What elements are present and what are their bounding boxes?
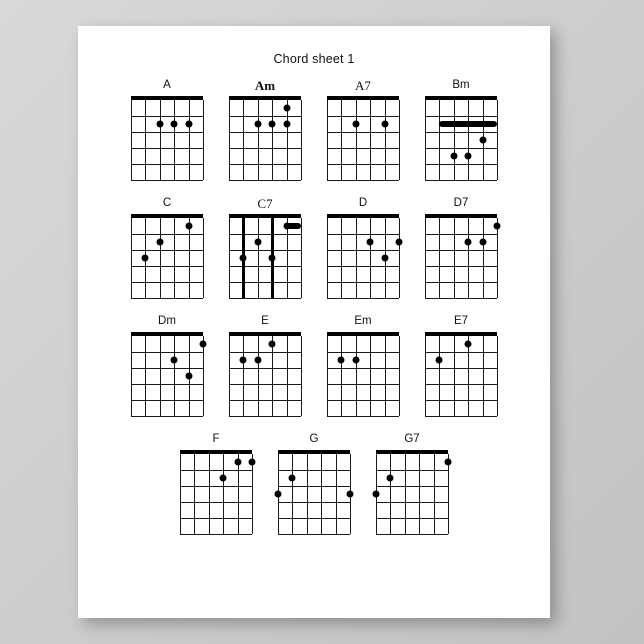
- fret-line: [131, 416, 203, 417]
- finger-dot: [249, 459, 256, 466]
- string-line: [258, 336, 259, 416]
- string-line: [434, 454, 435, 534]
- fretboard: [131, 336, 203, 416]
- finger-dot: [275, 491, 282, 498]
- fret-line: [425, 132, 497, 133]
- fret-line: [131, 132, 203, 133]
- fret-line: [327, 416, 399, 417]
- finger-dot: [479, 239, 486, 246]
- fret-line: [131, 266, 203, 267]
- fret-line: [376, 534, 448, 535]
- fret-line: [327, 234, 399, 235]
- fret-line: [278, 470, 350, 471]
- chord-name: D7: [453, 197, 469, 209]
- fret-line: [327, 266, 399, 267]
- fret-line: [229, 180, 301, 181]
- fret-line: [425, 250, 497, 251]
- finger-dot: [465, 239, 472, 246]
- string-line: [336, 454, 337, 534]
- fret-line: [229, 148, 301, 149]
- chord-card: [412, 314, 510, 416]
- finger-dot: [450, 153, 457, 160]
- fret-line: [425, 180, 497, 181]
- fret-line: [229, 266, 301, 267]
- string-line: [439, 218, 440, 298]
- fretboard: [180, 454, 252, 534]
- chord-card: [412, 196, 510, 298]
- string-line: [425, 218, 426, 298]
- fret-line: [425, 400, 497, 401]
- finger-dot: [283, 121, 290, 128]
- fret-line: [229, 282, 301, 283]
- chord-name: A7: [355, 78, 371, 93]
- chord-name: A: [163, 79, 171, 91]
- string-line: [439, 100, 440, 180]
- string-line: [425, 336, 426, 416]
- string-line: [356, 336, 357, 416]
- string-line: [160, 218, 161, 298]
- finger-dot: [283, 223, 290, 230]
- chord-grid: [118, 78, 510, 550]
- chord-card: [216, 78, 314, 180]
- chord-diagram: [229, 332, 301, 416]
- fret-line: [425, 368, 497, 369]
- finger-dot: [254, 121, 261, 128]
- finger-dot: [269, 255, 276, 262]
- string-line: [272, 336, 273, 416]
- string-line: [258, 100, 259, 180]
- fret-line: [425, 298, 497, 299]
- fret-line: [376, 486, 448, 487]
- page-title: Chord sheet 1: [273, 52, 355, 66]
- string-line: [307, 454, 308, 534]
- finger-dot: [338, 357, 345, 364]
- chord-row: [118, 78, 510, 180]
- finger-dot: [269, 121, 276, 128]
- fretboard: [425, 336, 497, 416]
- string-line: [327, 218, 328, 298]
- fret-line: [278, 534, 350, 535]
- finger-dot: [156, 121, 163, 128]
- finger-dot: [200, 341, 207, 348]
- chord-diagram: [229, 214, 301, 298]
- finger-dot: [396, 239, 403, 246]
- chord-name: Bm: [452, 79, 470, 91]
- fretboard: [131, 218, 203, 298]
- fret-line: [131, 234, 203, 235]
- fret-line: [180, 470, 252, 471]
- string-line: [292, 454, 293, 534]
- string-line: [483, 336, 484, 416]
- fretboard: [229, 336, 301, 416]
- fret-line: [425, 282, 497, 283]
- fret-line: [278, 502, 350, 503]
- fret-line: [180, 518, 252, 519]
- string-line: [419, 454, 420, 534]
- fret-line: [278, 486, 350, 487]
- fret-line: [278, 518, 350, 519]
- chord-name: D: [358, 197, 368, 209]
- string-line: [203, 218, 204, 298]
- string-line: [341, 100, 342, 180]
- string-line: [160, 336, 161, 416]
- finger-dot: [185, 373, 192, 380]
- finger-dot: [156, 239, 163, 246]
- finger-dot: [254, 239, 261, 246]
- fret-line: [327, 400, 399, 401]
- chord-sheet-poster: [78, 26, 550, 618]
- fretboard: [327, 100, 399, 180]
- fretboard: [376, 454, 448, 534]
- finger-dot: [352, 357, 359, 364]
- fretboard: [229, 218, 301, 298]
- fret-line: [131, 250, 203, 251]
- fret-line: [131, 400, 203, 401]
- string-line: [399, 100, 400, 180]
- chord-diagram: [131, 96, 203, 180]
- fret-line: [229, 368, 301, 369]
- chord-diagram: [327, 96, 399, 180]
- fret-line: [180, 534, 252, 535]
- string-line: [194, 454, 195, 534]
- fret-line: [425, 352, 497, 353]
- fretboard: [327, 218, 399, 298]
- fret-line: [425, 234, 497, 235]
- chord-name: Am: [254, 78, 276, 93]
- string-line: [321, 454, 322, 534]
- finger-dot: [142, 255, 149, 262]
- fret-line: [376, 502, 448, 503]
- string-line: [468, 100, 469, 180]
- fret-line: [327, 180, 399, 181]
- fret-line: [327, 132, 399, 133]
- fret-line: [425, 116, 497, 117]
- chord-row: [118, 432, 510, 534]
- string-line: [468, 336, 469, 416]
- fret-line: [229, 298, 301, 299]
- fret-line: [229, 116, 301, 117]
- chord-diagram: [229, 96, 301, 180]
- string-line: [131, 100, 132, 180]
- chord-card: [216, 314, 314, 416]
- chord-diagram: [425, 332, 497, 416]
- fret-line: [131, 148, 203, 149]
- fretboard: [131, 100, 203, 180]
- string-line: [209, 454, 210, 534]
- string-line: [203, 100, 204, 180]
- finger-dot: [185, 121, 192, 128]
- chord-diagram: [131, 332, 203, 416]
- chord-name: G7: [404, 433, 420, 445]
- chord-card: [412, 78, 510, 180]
- fret-line: [425, 266, 497, 267]
- string-line: [399, 336, 400, 416]
- string-line: [301, 218, 302, 298]
- chord-name: E7: [453, 315, 469, 327]
- string-line: [258, 218, 259, 298]
- chord-card: [167, 432, 265, 534]
- chord-card: [118, 78, 216, 180]
- string-line: [370, 336, 371, 416]
- finger-dot: [240, 357, 247, 364]
- string-line: [229, 336, 230, 416]
- finger-dot: [381, 255, 388, 262]
- chord-name: C: [162, 197, 172, 209]
- finger-dot: [171, 121, 178, 128]
- string-line: [448, 454, 449, 534]
- string-line: [238, 454, 239, 534]
- finger-dot: [283, 105, 290, 112]
- chord-diagram: [425, 214, 497, 298]
- string-line: [223, 454, 224, 534]
- finger-dot: [220, 475, 227, 482]
- fret-line: [327, 368, 399, 369]
- fretboard: [327, 336, 399, 416]
- fret-line: [327, 282, 399, 283]
- fret-line: [229, 352, 301, 353]
- fret-line: [131, 180, 203, 181]
- string-line: [252, 454, 253, 534]
- fret-line: [229, 234, 301, 235]
- fret-line: [327, 164, 399, 165]
- fret-line: [376, 518, 448, 519]
- fret-line: [327, 116, 399, 117]
- finger-dot: [234, 459, 241, 466]
- string-line: [287, 100, 288, 180]
- fret-line: [229, 164, 301, 165]
- finger-dot: [171, 357, 178, 364]
- finger-dot: [465, 153, 472, 160]
- string-line: [390, 454, 391, 534]
- chord-card: [118, 196, 216, 298]
- string-line: [174, 336, 175, 416]
- chord-name: E: [261, 315, 269, 327]
- finger-dot: [436, 357, 443, 364]
- string-line: [497, 336, 498, 416]
- string-line: [145, 100, 146, 180]
- string-line: [174, 100, 175, 180]
- chord-card: [118, 314, 216, 416]
- fret-line: [131, 384, 203, 385]
- chord-diagram: [327, 332, 399, 416]
- finger-dot: [381, 121, 388, 128]
- chord-diagram: [278, 450, 350, 534]
- finger-dot: [254, 357, 261, 364]
- string-line: [243, 336, 244, 416]
- chord-row: [118, 314, 510, 416]
- fretboard: [278, 454, 350, 534]
- string-line: [189, 218, 190, 298]
- chord-diagram: [425, 96, 497, 180]
- fret-line: [229, 384, 301, 385]
- string-line: [405, 454, 406, 534]
- fretboard: [425, 218, 497, 298]
- string-line: [203, 336, 204, 416]
- finger-dot: [479, 137, 486, 144]
- string-line: [356, 218, 357, 298]
- chord-row: [118, 196, 510, 298]
- fret-line: [425, 164, 497, 165]
- fret-line: [327, 148, 399, 149]
- fret-line: [327, 352, 399, 353]
- chord-name: G: [309, 433, 319, 445]
- fret-line: [425, 416, 497, 417]
- finger-dot: [445, 459, 452, 466]
- fret-line: [131, 368, 203, 369]
- finger-dot: [352, 121, 359, 128]
- fret-line: [131, 116, 203, 117]
- finger-dot: [347, 491, 354, 498]
- string-line: [131, 218, 132, 298]
- fret-line: [425, 148, 497, 149]
- string-line: [370, 218, 371, 298]
- string-line: [160, 100, 161, 180]
- chord-card: [265, 432, 363, 534]
- string-line: [439, 336, 440, 416]
- finger-dot: [465, 341, 472, 348]
- fret-line: [229, 250, 301, 251]
- fret-line: [180, 502, 252, 503]
- fret-line: [229, 416, 301, 417]
- fret-line: [229, 400, 301, 401]
- string-line: [341, 218, 342, 298]
- finger-dot: [240, 255, 247, 262]
- string-line: [287, 336, 288, 416]
- string-line: [341, 336, 342, 416]
- fret-line: [327, 298, 399, 299]
- string-line: [497, 218, 498, 298]
- chord-name: F: [212, 433, 220, 445]
- finger-dot: [185, 223, 192, 230]
- fretboard: [425, 100, 497, 180]
- string-line: [180, 454, 181, 534]
- string-line: [370, 100, 371, 180]
- fret-line: [425, 384, 497, 385]
- string-line: [454, 336, 455, 416]
- string-line: [145, 336, 146, 416]
- chord-card: [216, 196, 314, 298]
- chord-diagram: [376, 450, 448, 534]
- string-line: [243, 100, 244, 180]
- fret-line: [376, 470, 448, 471]
- string-line: [174, 218, 175, 298]
- fret-line: [327, 384, 399, 385]
- barre-marker: [439, 121, 497, 127]
- string-line: [287, 218, 288, 298]
- string-line: [356, 100, 357, 180]
- finger-dot: [494, 223, 501, 230]
- fret-line: [131, 164, 203, 165]
- string-line: [229, 218, 230, 298]
- fret-line: [131, 282, 203, 283]
- chord-diagram: [180, 450, 252, 534]
- string-line: [301, 336, 302, 416]
- string-line: [497, 100, 498, 180]
- fret-line: [229, 132, 301, 133]
- string-line: [301, 100, 302, 180]
- string-line: [189, 100, 190, 180]
- fret-line: [180, 486, 252, 487]
- chord-name: Dm: [158, 315, 176, 327]
- chord-diagram: [327, 214, 399, 298]
- chord-name: C7: [257, 196, 273, 211]
- string-line: [483, 218, 484, 298]
- chord-diagram: [131, 214, 203, 298]
- chord-name: Em: [354, 315, 372, 327]
- fret-line: [327, 250, 399, 251]
- chord-card: [314, 314, 412, 416]
- string-line: [229, 100, 230, 180]
- finger-dot: [373, 491, 380, 498]
- string-line: [385, 100, 386, 180]
- string-line: [327, 100, 328, 180]
- string-line: [272, 100, 273, 180]
- finger-dot: [269, 341, 276, 348]
- string-line: [327, 336, 328, 416]
- string-line: [468, 218, 469, 298]
- chord-card: [314, 78, 412, 180]
- fretboard: [229, 100, 301, 180]
- string-line: [385, 336, 386, 416]
- string-line: [425, 100, 426, 180]
- fret-line: [131, 298, 203, 299]
- fret-line: [131, 352, 203, 353]
- chord-card: [314, 196, 412, 298]
- string-line: [131, 336, 132, 416]
- finger-dot: [387, 475, 394, 482]
- string-line: [454, 218, 455, 298]
- string-line: [399, 218, 400, 298]
- finger-dot: [367, 239, 374, 246]
- chord-card: [363, 432, 461, 534]
- string-line: [454, 100, 455, 180]
- finger-dot: [289, 475, 296, 482]
